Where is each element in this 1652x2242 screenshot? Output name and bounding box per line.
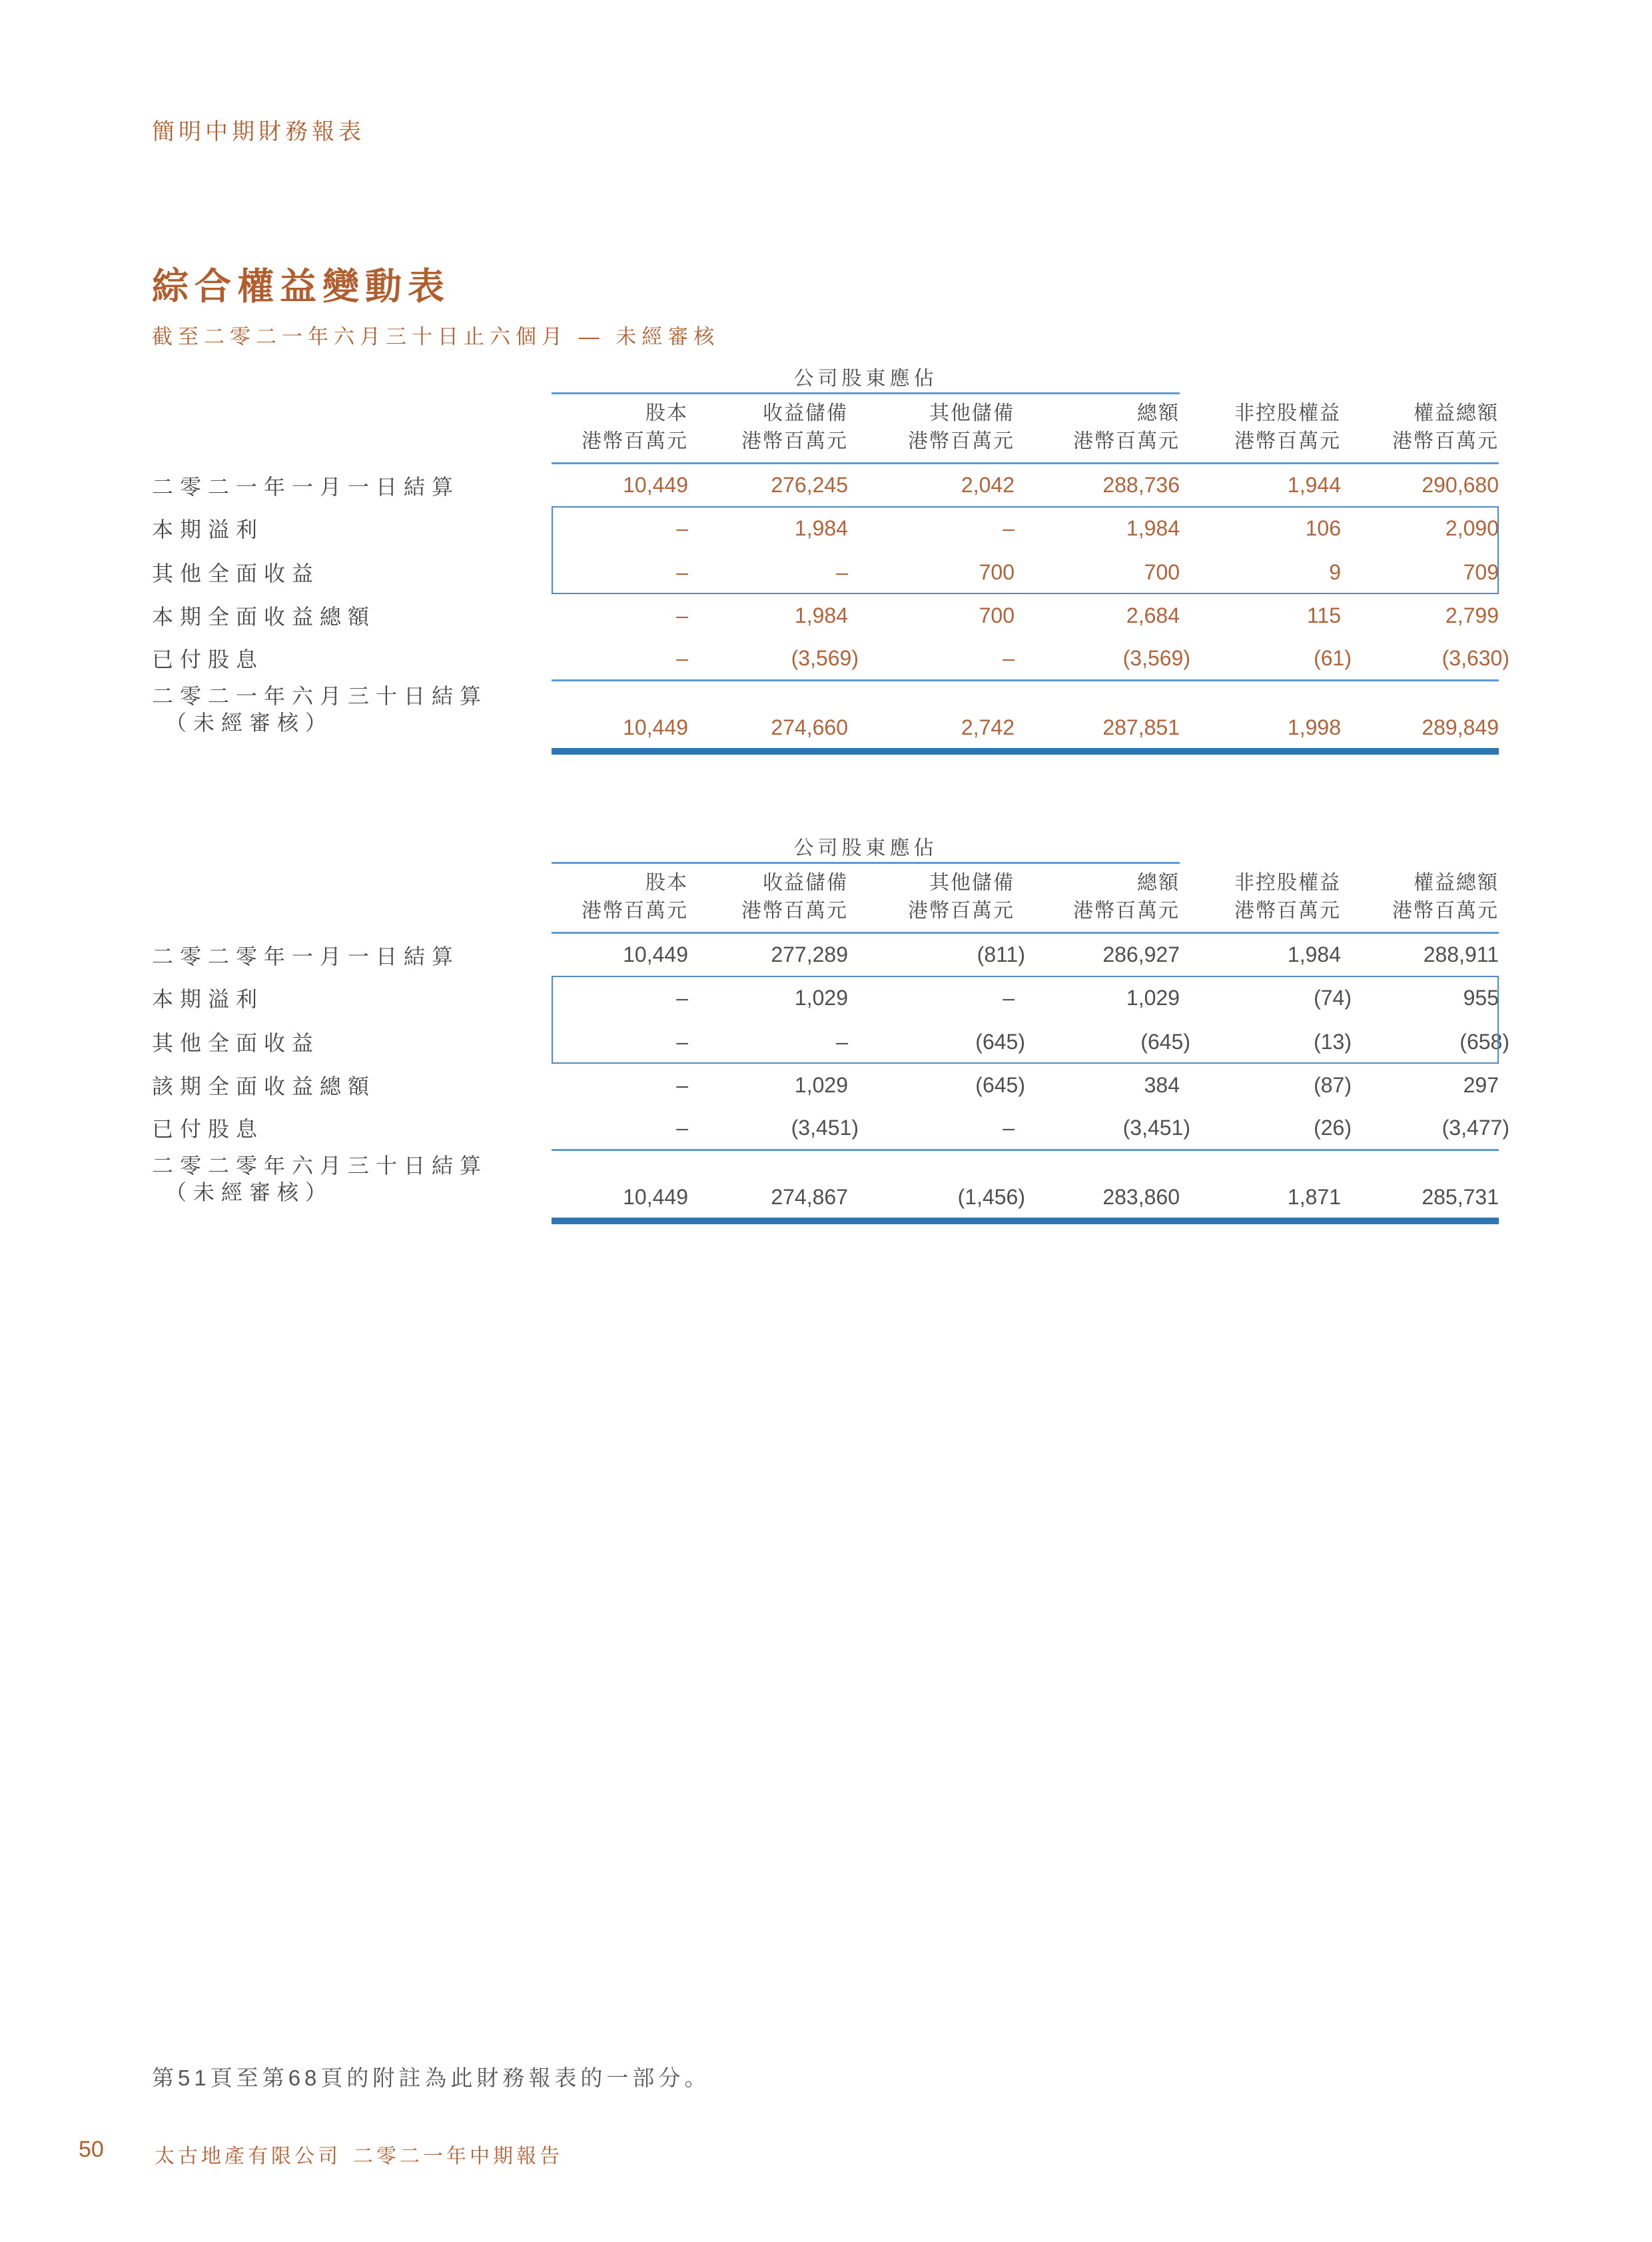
value-cell: (87) — [1314, 1072, 1352, 1097]
value-cell: 1,998 — [1287, 715, 1341, 739]
group-header-row — [152, 360, 1499, 394]
value-cell: 2,042 — [961, 473, 1015, 497]
closing-row: 二零二零年六月三十日結算 （未經審核） 10,449 274,867 (1,456) 283,860 1,871 285,731 — [152, 1151, 1499, 1218]
value-cell: – — [1003, 985, 1015, 1010]
value-cell: 2,090 — [1445, 516, 1499, 540]
footer-line — [155, 2139, 563, 2169]
value-cell: 274,660 — [771, 715, 848, 739]
page-subtitle: 截至二零二一年六月三十日止六個月 — 未經審核 — [152, 325, 720, 348]
boxed-rows — [152, 976, 1509, 1064]
value-cell: – — [676, 1115, 688, 1140]
value-cell: 709 — [1463, 560, 1499, 584]
value-cell: 700 — [979, 560, 1015, 584]
column-header: 權益總額 港幣百萬元 — [1392, 402, 1499, 452]
value-cell: 283,860 — [1102, 1185, 1180, 1209]
table-row: 本期溢利 – 1,984 – 1,984 106 2,090 — [152, 516, 1499, 542]
value-cell: (645) — [1140, 1029, 1190, 1054]
value-cell: 700 — [979, 603, 1015, 627]
column-header: 非控股權益 港幣百萬元 — [1234, 872, 1341, 922]
value-cell: (3,630) — [1442, 645, 1509, 670]
value-cell: 955 — [1463, 985, 1499, 1010]
column-header: 其他儲備 港幣百萬元 — [908, 872, 1015, 922]
value-cell: 106 — [1305, 516, 1341, 540]
value-cell: 286,927 — [1102, 942, 1180, 966]
value-cell: – — [676, 603, 688, 627]
value-cell: 289,849 — [1422, 715, 1499, 739]
value-cell: 297 — [1463, 1072, 1499, 1097]
value-cell: (3,569) — [1122, 645, 1190, 670]
value-cell: (74) — [1314, 985, 1352, 1010]
value-cell: 1,029 — [1126, 985, 1180, 1010]
page-number: 50 — [79, 2137, 104, 2162]
group-header-label: 公司股東應佔 — [552, 829, 1180, 864]
value-cell: 1,871 — [1287, 1185, 1341, 1209]
value-cell: 2,742 — [961, 715, 1015, 739]
table-row: 已付股息 – (3,451) – (3,451) (26) (3,477) — [152, 1115, 1509, 1141]
value-cell: – — [676, 560, 688, 584]
value-cell: (658) — [1459, 1029, 1509, 1054]
value-cell: 276,245 — [771, 473, 848, 497]
value-cell: 288,911 — [1423, 942, 1499, 966]
value-cell: – — [1003, 645, 1015, 670]
closing-row: 二零二一年六月三十日結算 （未經審核） 10,449 274,660 2,742 287,851 1,998 289,849 — [152, 681, 1499, 748]
value-cell: (3,451) — [791, 1115, 859, 1140]
equity-table-2021 — [152, 360, 1509, 755]
value-cell: 10,449 — [623, 942, 688, 966]
value-cell: 274,867 — [771, 1185, 848, 1209]
equity-table-2020 — [152, 829, 1509, 1224]
value-cell: 10,449 — [623, 473, 688, 497]
value-cell: 1,984 — [794, 516, 848, 540]
value-cell: 2,799 — [1445, 603, 1499, 627]
value-cell: (3,451) — [1122, 1115, 1190, 1140]
boxed-rows — [152, 506, 1499, 594]
value-cell: (13) — [1314, 1029, 1352, 1054]
value-cell: (811) — [977, 942, 1025, 966]
group-header-row — [152, 829, 1499, 864]
value-cell: – — [1003, 516, 1015, 540]
value-cell: – — [836, 1029, 848, 1054]
page-title: 綜合權益變動表 — [152, 266, 451, 307]
closing-rule — [552, 1218, 1499, 1224]
column-header: 股本 港幣百萬元 — [582, 402, 688, 452]
column-header: 股本 港幣百萬元 — [582, 872, 688, 922]
value-cell: – — [676, 985, 688, 1010]
column-header: 收益儲備 港幣百萬元 — [741, 872, 848, 922]
table-row: 已付股息 – (3,569) – (3,569) (61) (3,630) — [152, 645, 1509, 671]
value-cell: (3,569) — [791, 645, 859, 670]
table-row: 本期全面收益總額 – 1,984 700 2,684 115 2,799 — [152, 603, 1499, 629]
value-cell: – — [676, 645, 688, 670]
value-cell: – — [676, 1029, 688, 1054]
value-cell: 1,984 — [794, 603, 848, 627]
table-row: 二零二一年一月一日結算 10,449 276,245 2,042 288,736 1,944 290,680 — [152, 473, 1499, 499]
value-cell: – — [1003, 1115, 1015, 1140]
value-cell: 1,984 — [1126, 516, 1180, 540]
column-header-row — [152, 864, 1499, 932]
column-header: 非控股權益 港幣百萬元 — [1234, 402, 1341, 452]
company-name: 太古地產有限公司 — [155, 2145, 341, 2167]
value-cell: 10,449 — [623, 1185, 688, 1209]
section-header: 簡明中期財務報表 — [152, 119, 365, 145]
value-cell: (3,477) — [1442, 1115, 1509, 1140]
value-cell: 115 — [1306, 603, 1341, 627]
notes-reference: 第51頁至第68頁的附註為此財務報表的一部分。 — [152, 2065, 711, 2090]
report-title: 二零二一年中期報告 — [353, 2145, 563, 2167]
value-cell: (645) — [975, 1072, 1025, 1097]
column-header: 收益儲備 港幣百萬元 — [741, 402, 848, 452]
value-cell: (1,456) — [957, 1185, 1025, 1209]
value-cell: 384 — [1144, 1072, 1180, 1097]
value-cell: 700 — [1144, 560, 1180, 584]
value-cell: – — [836, 560, 848, 584]
value-cell: 287,851 — [1102, 715, 1180, 739]
table-row: 二零二零年一月一日結算 10,449 277,289 (811) 286,927 1,984 288,911 — [152, 942, 1499, 968]
value-cell: – — [676, 516, 688, 540]
value-cell: (645) — [975, 1029, 1025, 1054]
column-header: 權益總額 港幣百萬元 — [1392, 872, 1499, 922]
value-cell: 1,029 — [794, 985, 848, 1010]
table-row: 其他全面收益 – – 700 700 9 709 — [152, 560, 1499, 585]
value-cell: 1,029 — [794, 1072, 848, 1097]
value-cell: 288,736 — [1102, 473, 1180, 497]
value-cell: 9 — [1329, 560, 1341, 584]
closing-rule — [552, 748, 1499, 755]
table-row: 其他全面收益 – – (645) (645) (13) (658) — [152, 1029, 1509, 1055]
value-cell: – — [676, 1072, 688, 1097]
column-header: 總額 港幣百萬元 — [1073, 872, 1180, 922]
value-cell: (26) — [1314, 1115, 1352, 1140]
value-cell: (61) — [1314, 645, 1352, 670]
group-header-label: 公司股東應佔 — [552, 360, 1180, 394]
value-cell: 2,684 — [1126, 603, 1180, 627]
column-header: 其他儲備 港幣百萬元 — [908, 402, 1015, 452]
column-header: 總額 港幣百萬元 — [1073, 402, 1180, 452]
table-row: 該期全面收益總額 – 1,029 (645) 384 (87) 297 — [152, 1072, 1499, 1098]
value-cell: 290,680 — [1422, 473, 1499, 497]
column-header-row — [152, 394, 1499, 462]
value-cell: 10,449 — [623, 715, 688, 739]
value-cell: 1,984 — [1287, 942, 1341, 966]
value-cell: 285,731 — [1422, 1185, 1499, 1209]
value-cell: 1,944 — [1287, 473, 1341, 497]
value-cell: 277,289 — [771, 942, 848, 966]
table-row: 本期溢利 – 1,029 – 1,029 (74) 955 — [152, 985, 1499, 1011]
